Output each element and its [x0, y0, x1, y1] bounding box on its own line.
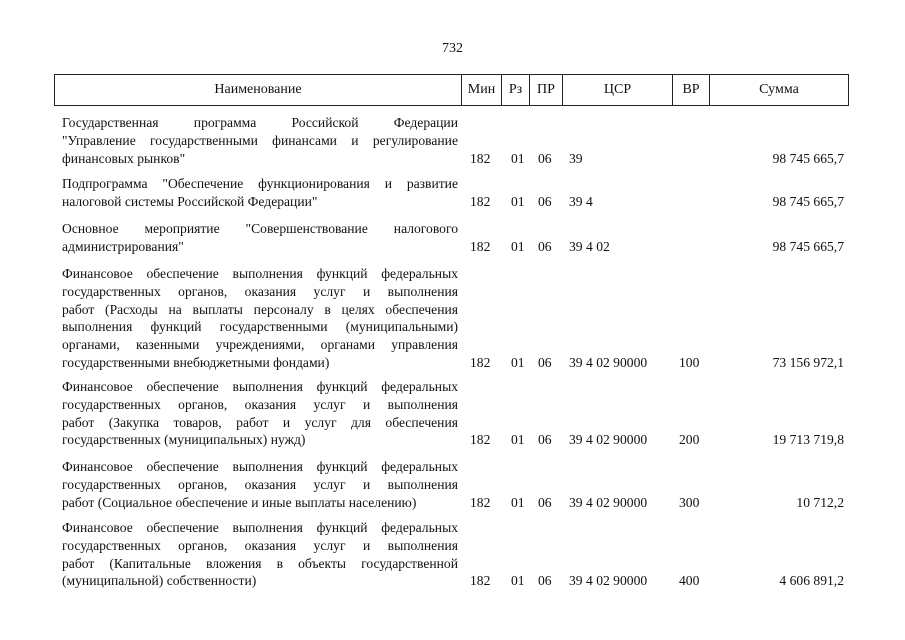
row-name-line: налоговой системы Российской Федерации" [62, 193, 318, 209]
row-name-line: работ (Капитальные вложения в объекты государственной [62, 555, 458, 571]
cell-csr: 39 4 02 90000 [569, 432, 648, 448]
column-header-name: Наименование [55, 75, 462, 105]
cell-min: 182 [470, 193, 491, 209]
row-name-line: Основное мероприятие "Совершенствование налогового [62, 221, 458, 236]
cell-pr: 06 [538, 432, 552, 448]
column-header-pr: ПР [530, 75, 563, 105]
cell-pr: 06 [538, 150, 552, 166]
column-header-sum: Сумма [759, 82, 799, 97]
cell-sum: 98 745 665,7 [772, 150, 844, 166]
page-number: 732 [442, 41, 463, 56]
row-name-line: государственных органов, оказания услуг и выполнения [62, 537, 458, 553]
cell-vr: 100 [679, 355, 700, 370]
row-name-line: работ (Расходы на выплаты персоналу в целях обеспечения [62, 301, 458, 317]
row-name-line: Финансовое обеспечение выполнения функций федеральных [62, 379, 458, 394]
row-name-line: работ (Социальное обеспечение и иные выплаты населению) [62, 494, 417, 510]
cell-min: 182 [470, 494, 491, 510]
row-name [62, 175, 458, 211]
row-name [62, 519, 458, 590]
cell-vr: 200 [679, 432, 700, 448]
row-name-line: администрирования" [62, 238, 184, 254]
row-name [62, 114, 458, 167]
cell-rz: 01 [511, 193, 525, 209]
column-header-vr: ВР [673, 75, 710, 105]
column-header-csr: ЦСР [563, 75, 673, 105]
row-name-line: работ (Закупка товаров, работ и услуг для обеспечения [62, 414, 458, 430]
cell-sum: 98 745 665,7 [772, 238, 844, 254]
cell-min: 182 [470, 355, 491, 370]
cell-sum: 98 745 665,7 [772, 193, 844, 209]
cell-csr: 39 4 02 [569, 238, 610, 254]
cell-sum: 19 713 719,8 [772, 432, 844, 448]
cell-min: 182 [470, 238, 491, 254]
cell-pr: 06 [538, 193, 552, 209]
row-name [62, 458, 458, 511]
cell-sum: 4 606 891,2 [779, 573, 844, 589]
cell-vr: 300 [679, 494, 700, 510]
cell-csr: 39 [569, 150, 583, 166]
row-name-line: выполнения функций государственными (муниципальными) [62, 319, 458, 335]
cell-csr: 39 4 02 90000 [569, 355, 648, 370]
row-name-line: Финансовое обеспечение выполнения функций федеральных [62, 266, 458, 281]
cell-vr: 400 [679, 573, 700, 589]
cell-min: 182 [470, 573, 491, 589]
row-name-line: государственных (муниципальных) нужд) [62, 432, 306, 448]
cell-rz: 01 [511, 573, 525, 589]
row-name [62, 378, 458, 449]
cell-pr: 06 [538, 494, 552, 510]
row-name-line: Финансовое обеспечение выполнения функций федеральных [62, 520, 458, 535]
row-name-line: государственными внебюджетными фондами) [62, 354, 330, 370]
row-name-line: Финансовое обеспечение выполнения функций федеральных [62, 459, 458, 474]
cell-rz: 01 [511, 238, 525, 254]
cell-pr: 06 [538, 573, 552, 589]
row-name-line: финансовых рынков" [62, 150, 186, 166]
table-header [54, 74, 849, 106]
cell-min: 182 [470, 432, 491, 448]
row-name-line: органами, казенными учреждениями, органами управления [62, 337, 458, 353]
row-name-line: государственных органов, оказания услуг и выполнения [62, 476, 458, 492]
cell-rz: 01 [511, 494, 525, 510]
row-name-line: Подпрограмма "Обеспечение функционирования и развитие [62, 176, 458, 191]
row-name [62, 265, 458, 372]
cell-pr: 06 [538, 355, 552, 370]
row-name-line: государственных органов, оказания услуг и выполнения [62, 283, 458, 299]
column-header-rz: Рз [502, 75, 530, 105]
column-header-min: Мин [462, 75, 502, 105]
row-name-line: (муниципальной) собственности) [62, 573, 257, 589]
cell-min: 182 [470, 150, 491, 166]
cell-rz: 01 [511, 150, 525, 166]
cell-csr: 39 4 [569, 193, 593, 209]
row-name-line: государственных органов, оказания услуг и выполнения [62, 396, 458, 412]
cell-rz: 01 [511, 432, 525, 448]
cell-sum: 73 156 972,1 [772, 355, 844, 370]
cell-rz: 01 [511, 355, 525, 370]
cell-csr: 39 4 02 90000 [569, 573, 648, 589]
row-name-line: Государственная программа Российской Федерации [62, 115, 458, 130]
row-name [62, 220, 458, 256]
cell-sum: 10 712,2 [796, 494, 844, 510]
cell-csr: 39 4 02 90000 [569, 494, 648, 510]
cell-pr: 06 [538, 238, 552, 254]
row-name-line: "Управление государственными финансами и регулирование [62, 132, 458, 148]
